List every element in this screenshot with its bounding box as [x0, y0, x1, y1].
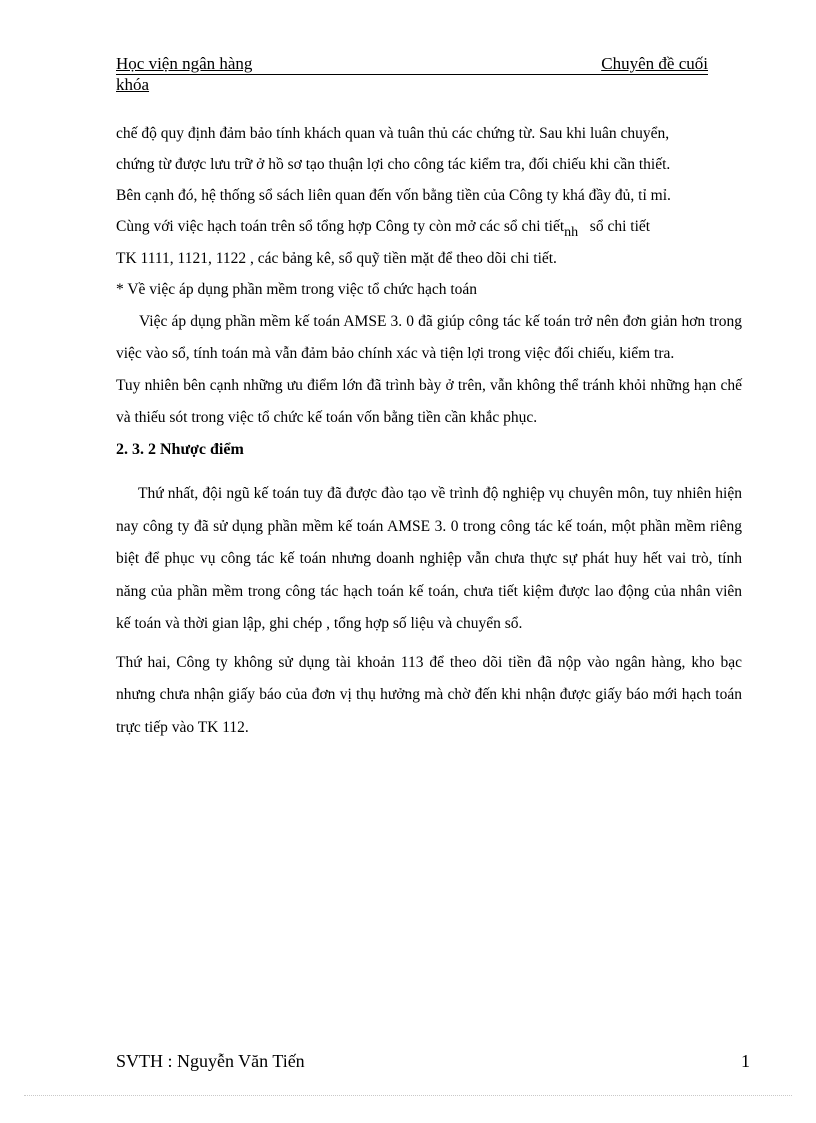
subscript-fragment: nh	[564, 225, 579, 240]
paragraph-ledger-summary	[116, 118, 742, 274]
page-header	[116, 54, 708, 95]
section-heading: 2. 3. 2 Nhược điểm	[116, 441, 244, 458]
paragraph-weakness-second: Thứ hai, Công ty không sử dụng tài khoản 113 để theo dõi tiền đã nộp vào ngân hàng, kho bạc nhưng chưa nhận giấy báo của đơn vị thụ hưởng mà chờ đến khi nhận được giấy báo mới hạch toán trực tiếp vào TK 112.	[116, 653, 742, 736]
paragraph-weakness-first: Thứ nhất, đội ngũ kế toán tuy đã được đào tạo về trình độ nghiệp vụ chuyên môn, tuy nhiên hiện nay công ty đã sử dụng phần mềm kế toán AMSE 3. 0 trong công tác kế toán, một phần mềm riêng biệt để phục vụ công tác kế toán nhưng doanh nghiệp vẫn chưa thực sự phát huy hết vai trò, tính năng của phần mềm trong công tác hạch toán kế toán, chưa tiết kiệm được lao động của nhân viên kế toán và thời gian lập, ghi chép , tổng hợp số liệu và chuyển sổ.	[116, 485, 742, 632]
bullet-software-application: * Về việc áp dụng phần mềm trong việc tổ chức hạch toán	[116, 281, 478, 298]
text-line: Bên cạnh đó, hệ thống sổ sách liên quan đến vốn bằng tiền của Công ty khá đầy đủ, tỉ mỉ.	[116, 187, 671, 204]
text-line: chứng từ được lưu trữ ở hồ sơ tạo thuận lợi cho công tác kiểm tra, đối chiếu khi cần thiết.	[116, 156, 671, 173]
text-line: TK 1111, 1121, 1122 , các bảng kê, sổ quỹ tiền mặt để theo dõi chi tiết.	[116, 250, 557, 267]
header-line	[116, 54, 708, 75]
header-institution: Học viện ngân hàng	[116, 54, 253, 73]
paragraph-software-benefits: Việc áp dụng phần mềm kế toán AMSE 3. 0 đã giúp công tác kế toán trở nên đơn giản hơn trong việc vào sổ, tính toán mà vẫn đảm bảo chính xác và tiện lợi trong việc đối chiếu, kiểm tra.	[116, 313, 742, 362]
page-number: 1	[741, 1051, 750, 1071]
document-body	[116, 118, 742, 744]
text-line: chế độ quy định đảm bảo tính khách quan và tuân thủ các chứng từ. Sau khi luân chuyển,	[116, 125, 670, 142]
text-segment: sổ chi tiết	[589, 218, 651, 235]
text-segment: Cùng với việc hạch toán trên sổ tổng hợp Công ty còn mở các sổ chi tiết	[116, 218, 565, 235]
page-bottom-divider	[24, 1095, 792, 1096]
page-footer	[116, 1050, 750, 1072]
footer-author: SVTH : Nguyễn Văn Tiến	[116, 1051, 305, 1071]
header-report-title: Chuyên đề cuối	[601, 54, 708, 73]
paragraph-transition: Tuy nhiên bên cạnh những ưu điểm lớn đã trình bày ở trên, vẫn không thể tránh khỏi những hạn chế và thiếu sót trong việc tổ chức kế toán vốn bằng tiền cần khắc phục.	[116, 377, 742, 426]
text-line	[116, 211, 742, 243]
header-report-title-continued: khóa	[116, 75, 150, 94]
